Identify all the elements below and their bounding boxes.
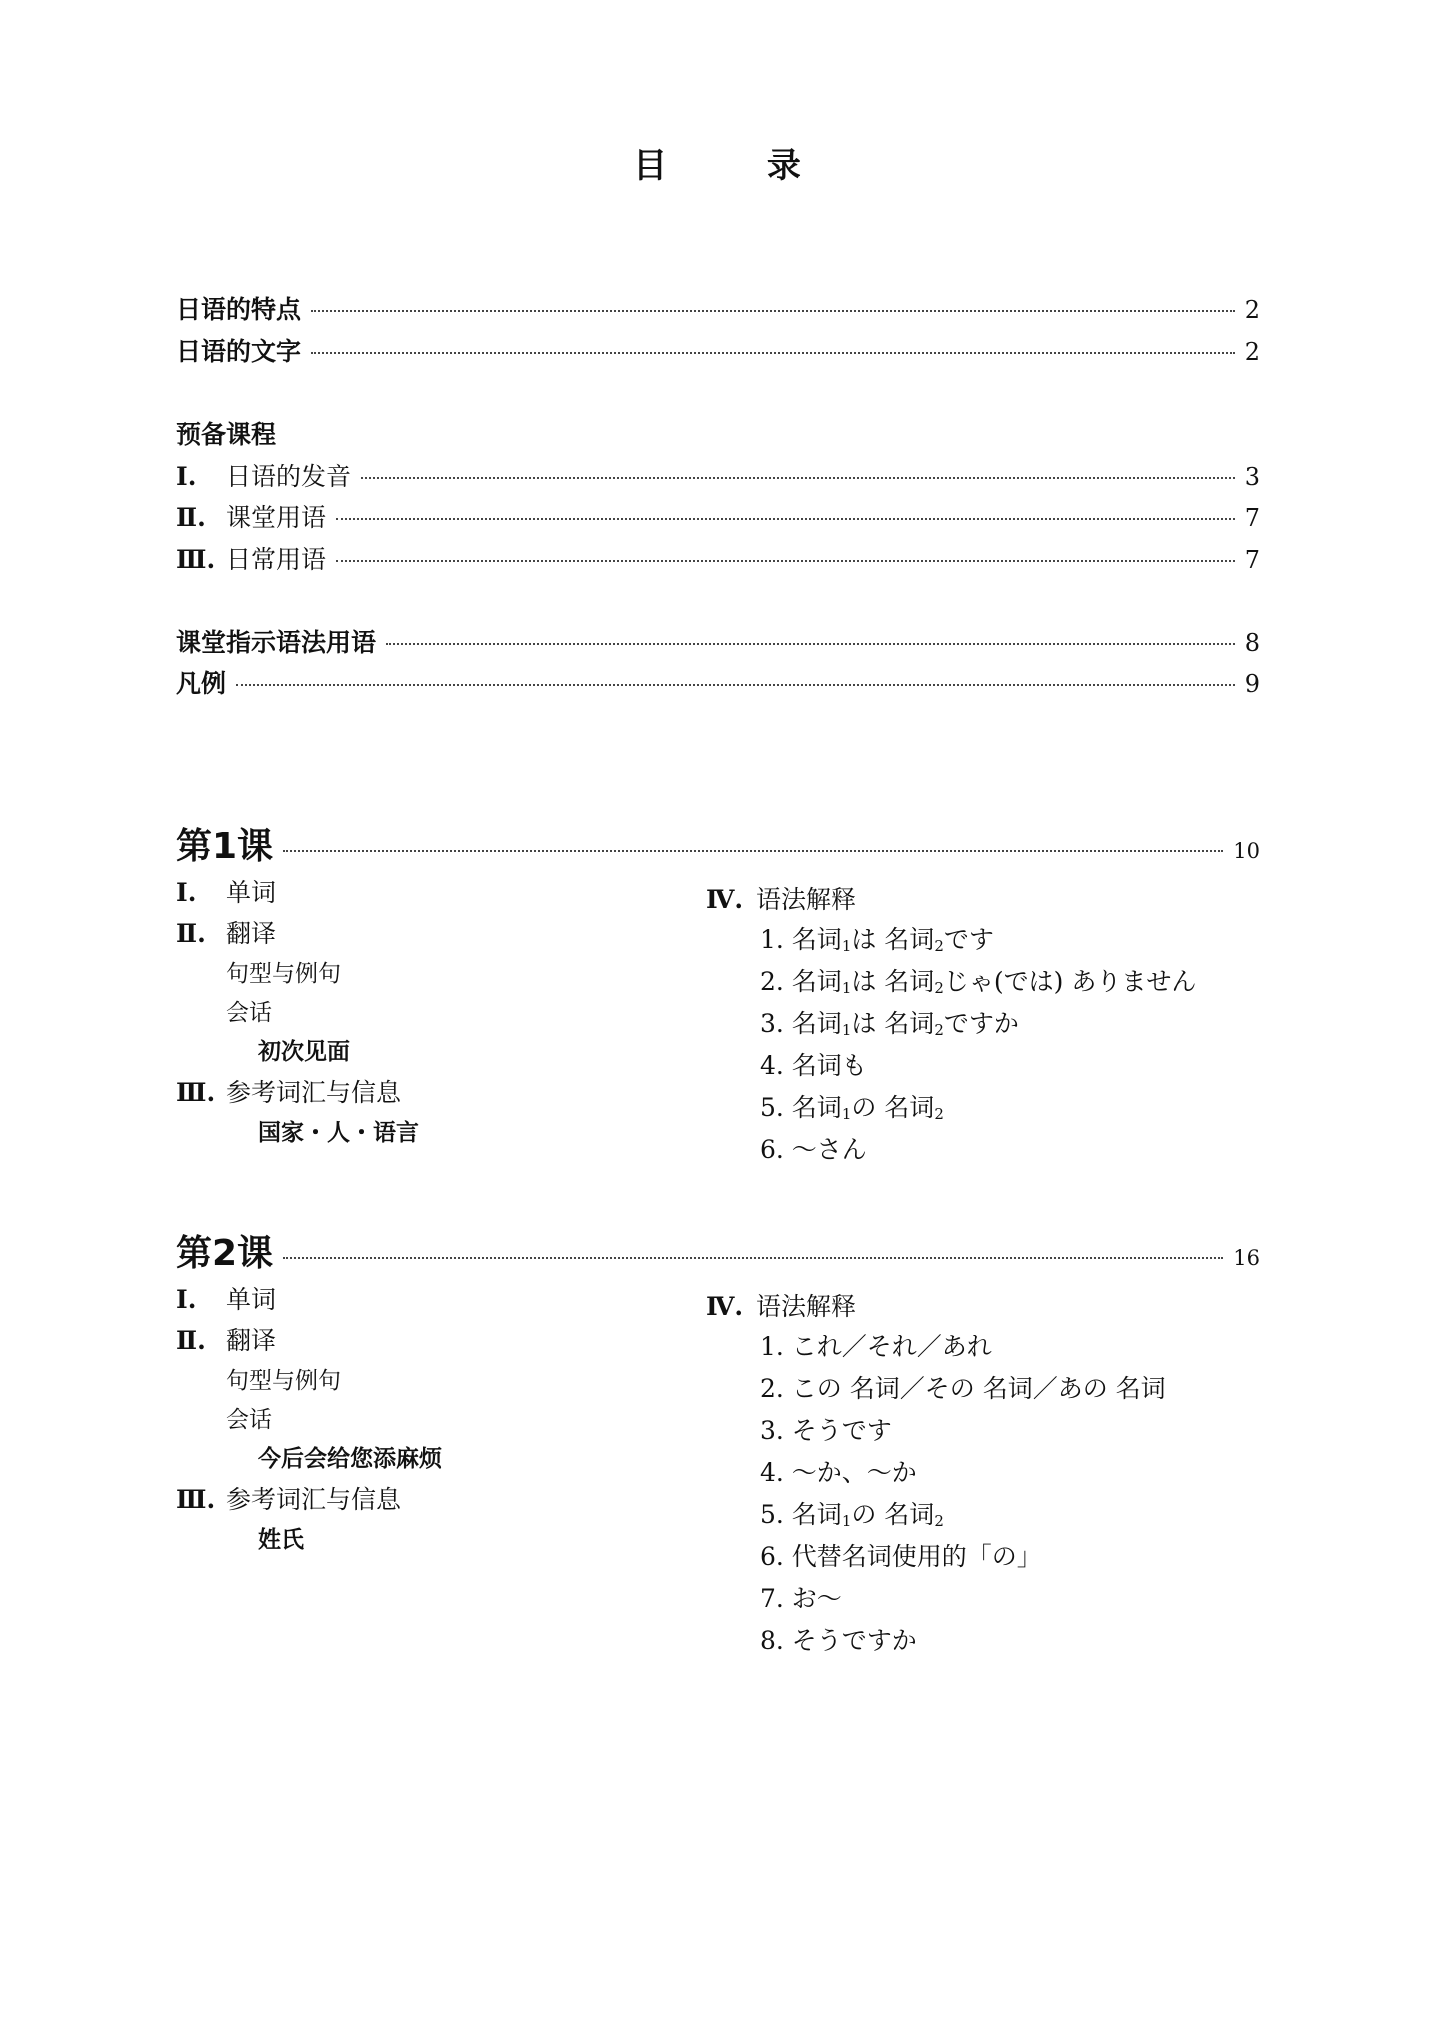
leader-dots bbox=[386, 643, 1235, 645]
toc-entry-prep-2[interactable] bbox=[176, 498, 1260, 534]
item-label: 语法解释 bbox=[756, 1292, 857, 1321]
toc-page-number: 2 bbox=[1244, 338, 1260, 366]
lesson-1-grammar-2[interactable] bbox=[760, 962, 1196, 998]
lesson-2-item-translation[interactable] bbox=[176, 1321, 276, 1357]
item-label: 语法解释 bbox=[756, 885, 857, 914]
lesson-2-grammar-2[interactable]: 2. この 名词／その 名词／あの 名词 bbox=[760, 1374, 1166, 1403]
toc-page-number: 2 bbox=[1244, 296, 1260, 324]
lesson-2-sub-patterns[interactable]: 句型与例句 bbox=[226, 1368, 341, 1394]
leader-dots bbox=[283, 1257, 1223, 1259]
leader-dots bbox=[311, 310, 1235, 312]
subscript: 1 bbox=[841, 1105, 852, 1123]
leader-dots bbox=[336, 560, 1235, 562]
lesson-1-item-translation[interactable] bbox=[176, 914, 276, 950]
item-label: 参考词汇与信息 bbox=[226, 1485, 402, 1514]
roman-numeral: Ⅰ. bbox=[176, 462, 197, 491]
lesson-title: 第1课 bbox=[176, 826, 274, 867]
lesson-2-grammar-1[interactable]: 1. これ／それ／あれ bbox=[760, 1332, 992, 1361]
roman-numeral: Ⅲ. bbox=[176, 1078, 216, 1107]
grammar-text: の 名词 bbox=[851, 1500, 935, 1529]
lesson-1-grammar-6[interactable]: 6. ～さん bbox=[760, 1135, 867, 1164]
grammar-text: 2. 名词 bbox=[760, 967, 842, 996]
item-label: 翻译 bbox=[226, 919, 277, 948]
subscript: 1 bbox=[841, 979, 852, 997]
lesson-2-grammar-5[interactable] bbox=[760, 1495, 944, 1531]
toc-entry-conventions[interactable] bbox=[176, 664, 1260, 700]
toc-entry-classroom-terms[interactable] bbox=[176, 623, 1260, 659]
toc-entry-prep-3[interactable] bbox=[176, 540, 1260, 576]
leader-dots bbox=[283, 850, 1223, 852]
toc-page-number: 16 bbox=[1233, 1246, 1260, 1270]
subscript: 1 bbox=[841, 1512, 852, 1530]
grammar-text: じゃ(では) ありません bbox=[943, 967, 1197, 996]
toc-entry-label: 课堂用语 bbox=[226, 503, 327, 532]
lesson-2-sub-conversation[interactable]: 会话 bbox=[226, 1407, 272, 1433]
subscript: 2 bbox=[934, 1105, 944, 1123]
toc-page-number: 9 bbox=[1244, 670, 1260, 698]
lesson-2-grammar-6[interactable]: 6. 代替名词使用的「の」 bbox=[760, 1542, 1042, 1571]
toc-entry-label: 日语的发音 bbox=[226, 462, 352, 491]
grammar-text: ですか bbox=[943, 1009, 1019, 1038]
grammar-text: は 名词 bbox=[851, 1009, 935, 1038]
lesson-title: 第2课 bbox=[176, 1233, 274, 1274]
lesson-1-grammar-3[interactable] bbox=[760, 1004, 1019, 1040]
item-label: 单词 bbox=[226, 1285, 277, 1314]
subscript: 2 bbox=[934, 1512, 944, 1530]
toc-entry-label: 日语的文字 bbox=[176, 337, 302, 366]
leader-dots bbox=[336, 518, 1235, 520]
toc-entry-label: 日常用语 bbox=[226, 545, 327, 574]
grammar-text: 3. 名词 bbox=[760, 1009, 842, 1038]
grammar-text: 1. 名词 bbox=[760, 925, 842, 954]
grammar-text: の 名词 bbox=[851, 1093, 935, 1122]
lesson-1-heading[interactable] bbox=[176, 818, 1260, 869]
lesson-2-grammar-3[interactable]: 3. そうです bbox=[760, 1416, 892, 1445]
leader-dots bbox=[361, 477, 1235, 479]
roman-numeral: Ⅱ. bbox=[176, 503, 206, 532]
toc-page-number: 8 bbox=[1244, 629, 1260, 657]
grammar-text: 5. 名词 bbox=[760, 1500, 842, 1529]
toc-entry-writing[interactable] bbox=[176, 332, 1260, 368]
leader-dots bbox=[236, 684, 1235, 686]
lesson-1-item-vocab[interactable] bbox=[176, 873, 276, 909]
grammar-text: は 名词 bbox=[851, 925, 935, 954]
grammar-text: です bbox=[943, 925, 994, 954]
lesson-1-conversation-title[interactable]: 初次见面 bbox=[258, 1039, 350, 1065]
lesson-2-grammar-heading[interactable] bbox=[706, 1287, 856, 1323]
roman-numeral: Ⅱ. bbox=[176, 1326, 206, 1355]
roman-numeral: Ⅰ. bbox=[176, 1285, 197, 1314]
lesson-2-grammar-4[interactable]: 4. ～か、～か bbox=[760, 1458, 917, 1487]
roman-numeral: Ⅳ. bbox=[706, 1292, 744, 1321]
page-title: 目 录 bbox=[633, 146, 845, 186]
subscript: 1 bbox=[841, 1021, 852, 1039]
subscript: 2 bbox=[934, 979, 944, 997]
toc-page-number: 3 bbox=[1244, 463, 1260, 491]
toc-page-number: 7 bbox=[1244, 546, 1260, 574]
lesson-1-sub-conversation[interactable]: 会话 bbox=[226, 1000, 272, 1026]
lesson-1-grammar-heading[interactable] bbox=[706, 880, 856, 916]
toc-entry-features[interactable] bbox=[176, 290, 1260, 326]
grammar-text: は 名词 bbox=[851, 967, 935, 996]
item-label: 单词 bbox=[226, 878, 277, 907]
subscript: 2 bbox=[934, 1021, 944, 1039]
lesson-2-grammar-8[interactable]: 8. そうですか bbox=[760, 1626, 917, 1655]
item-label: 翻译 bbox=[226, 1326, 277, 1355]
toc-page-number: 7 bbox=[1244, 504, 1260, 532]
toc-entry-label: 日语的特点 bbox=[176, 295, 302, 324]
leader-dots bbox=[311, 352, 1235, 354]
roman-numeral: Ⅰ. bbox=[176, 878, 197, 907]
lesson-1-grammar-1[interactable] bbox=[760, 920, 994, 956]
toc-page-number: 10 bbox=[1233, 839, 1260, 863]
lesson-2-reference-title[interactable]: 姓氏 bbox=[258, 1527, 304, 1553]
lesson-2-item-vocab[interactable] bbox=[176, 1280, 276, 1316]
lesson-1-grammar-4[interactable]: 4. 名词も bbox=[760, 1051, 867, 1080]
lesson-2-grammar-7[interactable]: 7. お～ bbox=[760, 1584, 842, 1613]
item-label: 参考词汇与信息 bbox=[226, 1078, 402, 1107]
lesson-1-item-reference[interactable] bbox=[176, 1073, 401, 1109]
roman-numeral: Ⅲ. bbox=[176, 545, 216, 574]
toc-entry-label: 课堂指示语法用语 bbox=[176, 628, 377, 657]
lesson-1-grammar-5[interactable] bbox=[760, 1088, 944, 1124]
lesson-2-conversation-title[interactable]: 今后会给您添麻烦 bbox=[258, 1446, 442, 1472]
prep-heading: 预备课程 bbox=[176, 420, 277, 449]
lesson-2-heading[interactable] bbox=[176, 1225, 1260, 1276]
roman-numeral: Ⅳ. bbox=[706, 885, 744, 914]
subscript: 2 bbox=[934, 937, 944, 955]
lesson-2-item-reference[interactable] bbox=[176, 1480, 401, 1516]
lesson-1-sub-patterns[interactable]: 句型与例句 bbox=[226, 961, 341, 987]
roman-numeral: Ⅱ. bbox=[176, 919, 206, 948]
toc-entry-prep-1[interactable] bbox=[176, 457, 1260, 493]
toc-entry-label: 凡例 bbox=[176, 669, 227, 698]
lesson-1-reference-title[interactable]: 国家・人・语言 bbox=[258, 1120, 419, 1146]
roman-numeral: Ⅲ. bbox=[176, 1485, 216, 1514]
grammar-text: 5. 名词 bbox=[760, 1093, 842, 1122]
subscript: 1 bbox=[841, 937, 852, 955]
